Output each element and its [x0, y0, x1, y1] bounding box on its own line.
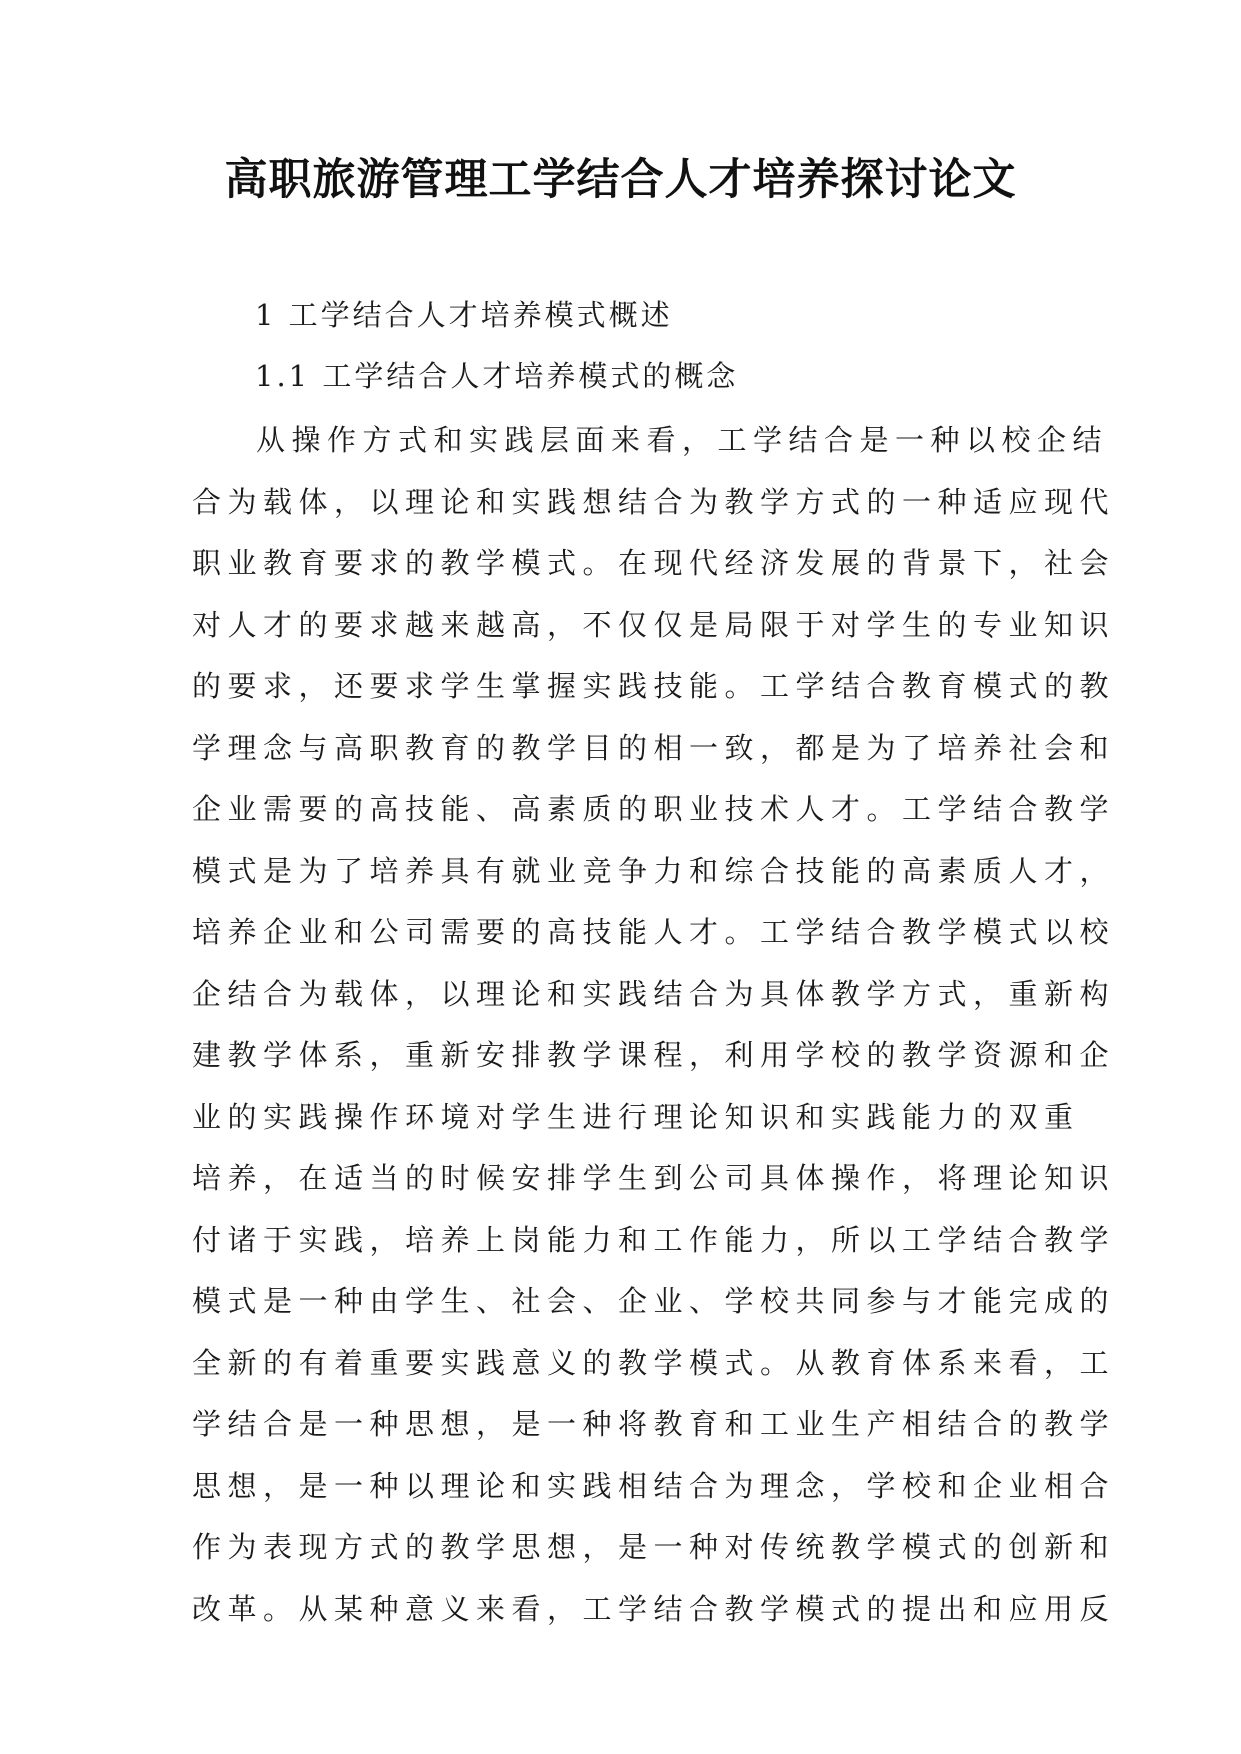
paragraph-line: 改革。从某种意义来看，工学结合教学模式的提出和应用反 — [192, 1591, 1116, 1626]
subsection-heading: 1.1 工学结合人才培养模式的概念 — [255, 359, 739, 393]
paragraph-line: 企结合为载体，以理论和实践结合为具体教学方式，重新构 — [192, 976, 1116, 1011]
paragraph-line: 建教学体系，重新安排教学课程，利用学校的教学资源和企 — [192, 1038, 1116, 1072]
paragraph-line: 合为载体，以理论和实践想结合为教学方式的一种适应现代 — [192, 484, 1116, 519]
body-paragraph — [192, 410, 1116, 1640]
section-heading: 1 工学结合人才培养模式概述 — [255, 298, 673, 332]
paragraph-line: 全新的有着重要实践意义的教学模式。从教育体系来看，工 — [192, 1345, 1116, 1380]
paragraph-line: 模式是为了培养具有就业竞争力和综合技能的高素质人才， — [192, 853, 1116, 888]
paragraph-line: 模式是一种由学生、社会、企业、学校共同参与才能完成的 — [192, 1284, 1116, 1318]
paragraph-line: 学理念与高职教育的教学目的相一致，都是为了培养社会和 — [192, 730, 1116, 765]
paragraph-line: 作为表现方式的教学思想，是一种对传统教学模式的创新和 — [192, 1530, 1116, 1564]
paragraph-line: 付诸于实践，培养上岗能力和工作能力，所以工学结合教学 — [192, 1222, 1116, 1257]
paragraph-line: 业的实践操作环境对学生进行理论知识和实践能力的双重 — [192, 1099, 1080, 1134]
document-title: 高职旅游管理工学结合人才培养探讨论文 — [224, 155, 1017, 205]
paragraph-line: 对人才的要求越来越高，不仅仅是局限于对学生的专业知识 — [192, 607, 1116, 642]
paragraph-line: 企业需要的高技能、高素质的职业技术人才。工学结合教学 — [192, 792, 1116, 826]
paragraph-line: 培养企业和公司需要的高技能人才。工学结合教学模式以校 — [192, 915, 1116, 949]
paragraph-line: 从操作方式和实践层面来看，工学结合是一种以校企结 — [256, 423, 1109, 457]
paragraph-line: 的要求，还要求学生掌握实践技能。工学结合教育模式的教 — [192, 669, 1116, 703]
paragraph-line: 思想，是一种以理论和实践相结合为理念，学校和企业相合 — [192, 1468, 1116, 1503]
paragraph-line: 培养，在适当的时候安排学生到公司具体操作，将理论知识 — [192, 1161, 1116, 1195]
paragraph-line: 学结合是一种思想，是一种将教育和工业生产相结合的教学 — [192, 1407, 1116, 1441]
paragraph-line: 职业教育要求的教学模式。在现代经济发展的背景下，社会 — [192, 546, 1116, 580]
